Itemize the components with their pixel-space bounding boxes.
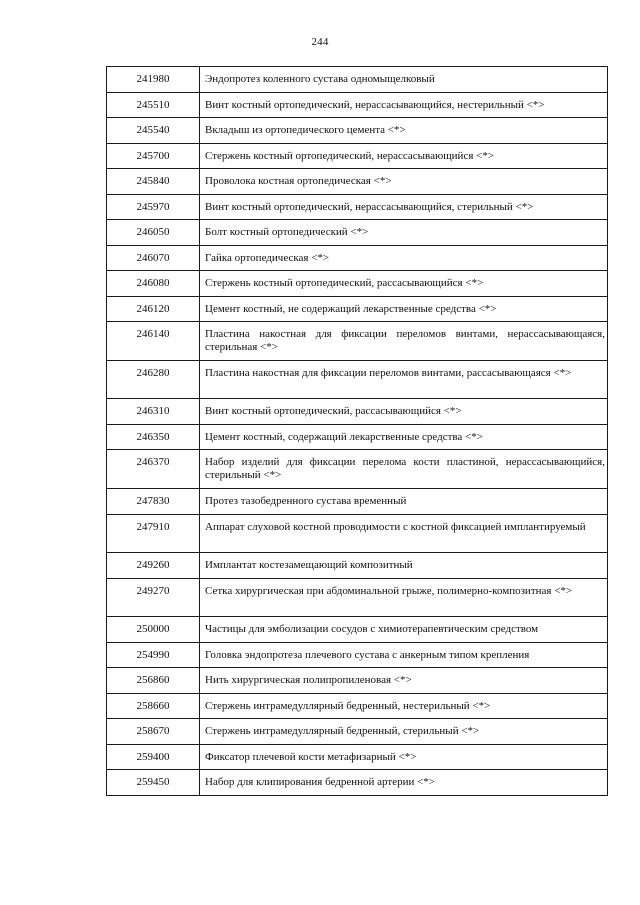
product-code: 245840 [107, 169, 200, 195]
table-row [107, 514, 608, 553]
product-code-table [106, 66, 608, 796]
table-row [107, 719, 608, 745]
product-code: 254990 [107, 642, 200, 668]
table-row [107, 450, 608, 489]
product-code: 249260 [107, 553, 200, 579]
product-code: 246140 [107, 322, 200, 361]
table-row [107, 617, 608, 643]
table-row [107, 67, 608, 93]
table-row [107, 322, 608, 361]
product-code: 249270 [107, 578, 200, 617]
product-name: Винт костный ортопедический, рассасывающийся <*> [200, 399, 608, 425]
table-row [107, 770, 608, 796]
table-row [107, 744, 608, 770]
product-code: 245970 [107, 194, 200, 220]
product-code: 256860 [107, 668, 200, 694]
product-name: Пластина накостная для фиксации переломов винтами, рассасывающаяся <*> [200, 360, 608, 399]
table-row [107, 194, 608, 220]
product-name: Сетка хирургическая при абдоминальной грыже, полимерно-композитная <*> [200, 578, 608, 617]
product-code: 246120 [107, 296, 200, 322]
table-row [107, 424, 608, 450]
product-code: 246280 [107, 360, 200, 399]
product-code: 246310 [107, 399, 200, 425]
product-name: Нить хирургическая полипропиленовая <*> [200, 668, 608, 694]
page-number: 244 [311, 36, 329, 48]
product-name: Набор изделий для фиксации перелома кости пластиной, нерассасывающийся, стерильный <*> [200, 450, 608, 489]
table-row [107, 143, 608, 169]
table-row [107, 296, 608, 322]
product-name: Цемент костный, не содержащий лекарственные средства <*> [200, 296, 608, 322]
product-name: Стержень интрамедуллярный бедренный, стерильный <*> [200, 719, 608, 745]
product-name: Винт костный ортопедический, нерассасывающийся, нестерильный <*> [200, 92, 608, 118]
table-row [107, 668, 608, 694]
product-code: 245510 [107, 92, 200, 118]
product-name: Цемент костный, содержащий лекарственные средства <*> [200, 424, 608, 450]
product-name: Фиксатор плечевой кости метафизарный <*> [200, 744, 608, 770]
table-row [107, 399, 608, 425]
product-name: Эндопротез коленного сустава одномыщелковый [200, 67, 608, 93]
product-code: 246050 [107, 220, 200, 246]
product-name: Протез тазобедренного сустава временный [200, 489, 608, 515]
product-name: Винт костный ортопедический, нерассасывающийся, стерильный <*> [200, 194, 608, 220]
table-row [107, 220, 608, 246]
product-name: Вкладыш из ортопедического цемента <*> [200, 118, 608, 144]
product-name: Стержень костный ортопедический, рассасывающийся <*> [200, 271, 608, 297]
product-code: 259450 [107, 770, 200, 796]
product-name: Аппарат слуховой костной проводимости с костной фиксацией имплантируемый [200, 514, 608, 553]
product-code: 259400 [107, 744, 200, 770]
product-code: 241980 [107, 67, 200, 93]
table-row [107, 271, 608, 297]
product-code: 245700 [107, 143, 200, 169]
table-row [107, 489, 608, 515]
product-code: 247910 [107, 514, 200, 553]
product-code: 246080 [107, 271, 200, 297]
product-name: Частицы для эмболизации сосудов с химиотерапевтическим средством [200, 617, 608, 643]
product-name: Пластина накостная для фиксации переломов винтами, нерассасывающаяся, стерильная <*> [200, 322, 608, 361]
table-row [107, 118, 608, 144]
product-name: Проволока костная ортопедическая <*> [200, 169, 608, 195]
table-row [107, 360, 608, 399]
table-row [107, 92, 608, 118]
product-name: Стержень костный ортопедический, нерассасывающийся <*> [200, 143, 608, 169]
product-code: 250000 [107, 617, 200, 643]
product-code: 246350 [107, 424, 200, 450]
product-name: Набор для клипирования бедренной артерии <*> [200, 770, 608, 796]
table-row [107, 693, 608, 719]
product-code: 246370 [107, 450, 200, 489]
product-code: 258660 [107, 693, 200, 719]
product-code: 246070 [107, 245, 200, 271]
product-code: 245540 [107, 118, 200, 144]
product-name: Имплантат костезамещающий композитный [200, 553, 608, 579]
product-code: 258670 [107, 719, 200, 745]
table-row [107, 553, 608, 579]
table-row [107, 169, 608, 195]
table-row [107, 642, 608, 668]
product-code: 247830 [107, 489, 200, 515]
table-row [107, 578, 608, 617]
product-name: Стержень интрамедуллярный бедренный, нестерильный <*> [200, 693, 608, 719]
product-name: Гайка ортопедическая <*> [200, 245, 608, 271]
product-name: Болт костный ортопедический <*> [200, 220, 608, 246]
product-name: Головка эндопротеза плечевого сустава с анкерным типом крепления [200, 642, 608, 668]
table-row [107, 245, 608, 271]
